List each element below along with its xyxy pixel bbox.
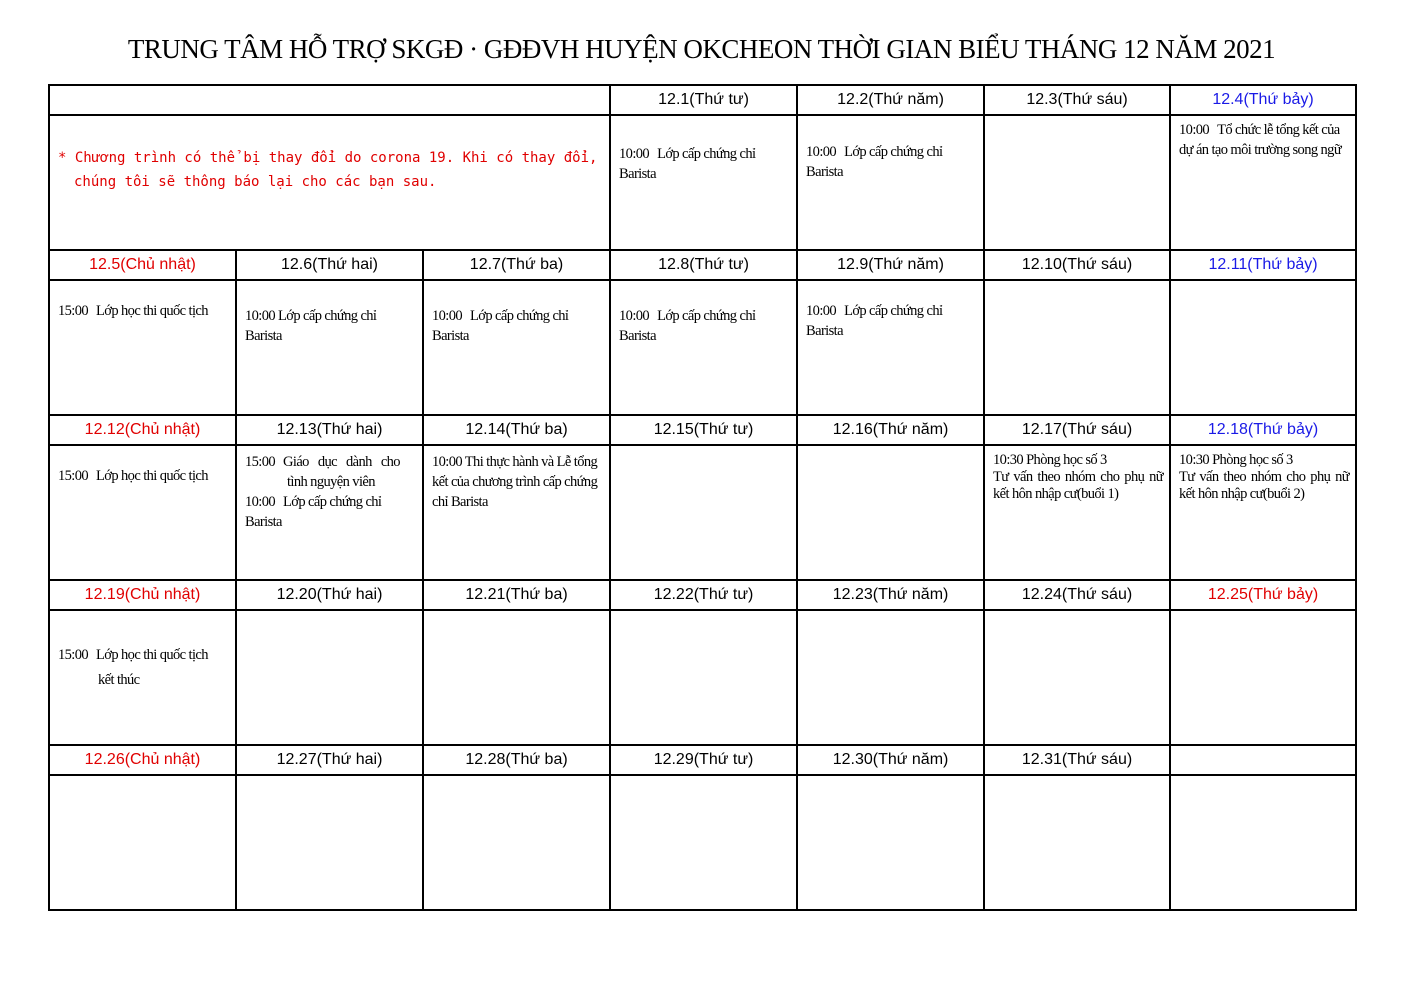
day-header-12-30: 12.30(Thứ năm) [797,745,984,775]
day-header-12-3: 12.3(Thứ sáu) [984,85,1170,115]
day-header-12-12: 12.12(Chủ nhật) [49,415,236,445]
event-text: Lớp học thi quốc tịch [96,468,208,484]
event-time: 10:00 [245,494,276,510]
notice-line-2: chúng tôi sẽ thông báo lại cho các bạn sau. [74,174,437,190]
day-cell-12-19 [49,610,236,745]
week-5-header-row [49,745,1356,775]
week-4-header-row [49,580,1356,610]
day-cell-12-13 [236,445,423,580]
day-header-12-13: 12.13(Thứ hai) [236,415,423,445]
page-title: TRUNG TÂM HỖ TRỢ SKGĐ · GĐĐVH HUYỆN OKCHEON THỜI GIAN BIỂU THÁNG 12 NĂM 2021 [127,34,1276,64]
event-time: 10:00 [432,308,463,324]
event-text: Lớp học thi quốc tịch [96,647,208,663]
day-cell-12-31 [984,775,1170,910]
day-cell-12-27 [236,775,423,910]
event-text: Lớp cấp chứng chỉ Barista [806,144,943,180]
week-1-body-row [49,115,1356,250]
week-3-body-row [49,445,1356,580]
day-cell-12-26 [49,775,236,910]
day-cell-12-9 [797,280,984,415]
day-header-12-24: 12.24(Thứ sáu) [984,580,1170,610]
day-header-12-9: 12.9(Thứ năm) [797,250,984,280]
day-header-12-26: 12.26(Chủ nhật) [49,745,236,775]
day-header-12-18: 12.18(Thứ bảy) [1170,415,1356,445]
empty-day-cell [1170,775,1356,910]
event-time: 15:00 [58,468,89,484]
event-location: 10:30 Phòng học số 3 [993,452,1107,468]
day-header-12-28: 12.28(Thứ ba) [423,745,610,775]
event-time: 15:00 [58,647,89,663]
event-text: Lớp cấp chứng chỉ Barista [806,303,943,339]
event-time: 10:00 [806,144,837,160]
day-cell-12-5 [49,280,236,415]
day-header-12-22: 12.22(Thứ tư) [610,580,797,610]
day-cell-12-11 [1170,280,1356,415]
day-header-12-19: 12.19(Chủ nhật) [49,580,236,610]
day-header-12-6: 12.6(Thứ hai) [236,250,423,280]
day-cell-12-30 [797,775,984,910]
notice-line-1: * Chương trình có thể bị thay đổi do corona 19. Khi có thay đổi, [58,150,598,166]
week-4-body-row [49,610,1356,745]
day-header-12-2: 12.2(Thứ năm) [797,85,984,115]
day-cell-12-25 [1170,610,1356,745]
empty-header-cell [1170,745,1356,775]
event-location: 10:30 Phòng học số 3 [1179,452,1293,468]
day-header-12-14: 12.14(Thứ ba) [423,415,610,445]
event-text: Tư vấn theo nhóm cho phụ nữ kết hôn nhập cư(buổi 1) [993,469,1164,502]
day-cell-12-21 [423,610,610,745]
event-time: 10:00 [806,303,837,319]
event-text: Giáo dục dành cho [283,454,400,470]
week-3-header-row [49,415,1356,445]
day-cell-12-23 [797,610,984,745]
day-header-12-1: 12.1(Thứ tư) [610,85,797,115]
day-cell-12-15 [610,445,797,580]
day-header-12-5: 12.5(Chủ nhật) [49,250,236,280]
event-time: 15:00 [58,303,89,319]
day-header-12-16: 12.16(Thứ năm) [797,415,984,445]
day-cell-12-6 [236,280,423,415]
event-text: Tư vấn theo nhóm cho phụ nữ kết hôn nhập cư(buổi 2) [1179,469,1350,502]
notice-cell [49,115,610,250]
empty-header-cell [49,85,610,115]
day-header-12-20: 12.20(Thứ hai) [236,580,423,610]
day-cell-12-12 [49,445,236,580]
calendar-table [48,84,1357,911]
day-cell-12-22 [610,610,797,745]
day-cell-12-2 [797,115,984,250]
day-cell-12-8 [610,280,797,415]
week-1-header-row [49,85,1356,115]
week-2-header-row [49,250,1356,280]
day-header-12-17: 12.17(Thứ sáu) [984,415,1170,445]
day-header-12-15: 12.15(Thứ tư) [610,415,797,445]
day-cell-12-20 [236,610,423,745]
event-text: Lớp cấp chứng chỉ Barista [619,308,756,344]
event-time: 15:00 [245,454,276,470]
day-header-12-7: 12.7(Thứ ba) [423,250,610,280]
day-header-12-23: 12.23(Thứ năm) [797,580,984,610]
event-text: Tổ chức lễ tổng kết của dự án tạo môi trường song ngữ [1179,122,1342,158]
event-text: Lớp học thi quốc tịch [96,303,208,319]
event-text: Lớp cấp chứng chỉ Barista [245,308,377,344]
event-text: Lớp cấp chứng chỉ Barista [619,146,756,182]
day-header-12-21: 12.21(Thứ ba) [423,580,610,610]
event-time: 10:00 [1179,122,1210,138]
day-header-12-8: 12.8(Thứ tư) [610,250,797,280]
day-header-12-25: 12.25(Thứ bảy) [1170,580,1356,610]
day-header-12-27: 12.27(Thứ hai) [236,745,423,775]
day-cell-12-4 [1170,115,1356,250]
event-time: 10:00 [619,146,650,162]
week-5-body-row [49,775,1356,910]
day-cell-12-7 [423,280,610,415]
day-cell-12-28 [423,775,610,910]
day-header-12-4: 12.4(Thứ bảy) [1170,85,1356,115]
event-text: Lớp cấp chứng chỉ Barista [432,308,569,344]
day-cell-12-10 [984,280,1170,415]
event-text: 10:00 Thi thực hành và Lễ tổng kết của chương trình cấp chứng chỉ Barista [432,454,598,510]
event-time: 10:00 [245,308,276,324]
event-time: 10:00 [619,308,650,324]
day-cell-12-14 [423,445,610,580]
day-cell-12-1 [610,115,797,250]
event-text-cont: kết thúc [98,672,140,688]
day-cell-12-24 [984,610,1170,745]
day-header-12-29: 12.29(Thứ tư) [610,745,797,775]
event-text: Lớp cấp chứng chỉ Barista [245,494,382,530]
event-text-cont: tình nguyện viên [287,474,375,490]
week-2-body-row [49,280,1356,415]
day-cell-12-16 [797,445,984,580]
day-cell-12-29 [610,775,797,910]
day-header-12-10: 12.10(Thứ sáu) [984,250,1170,280]
day-cell-12-18 [1170,445,1356,580]
day-header-12-11: 12.11(Thứ bảy) [1170,250,1356,280]
day-header-12-31: 12.31(Thứ sáu) [984,745,1170,775]
day-cell-12-3 [984,115,1170,250]
day-cell-12-17 [984,445,1170,580]
